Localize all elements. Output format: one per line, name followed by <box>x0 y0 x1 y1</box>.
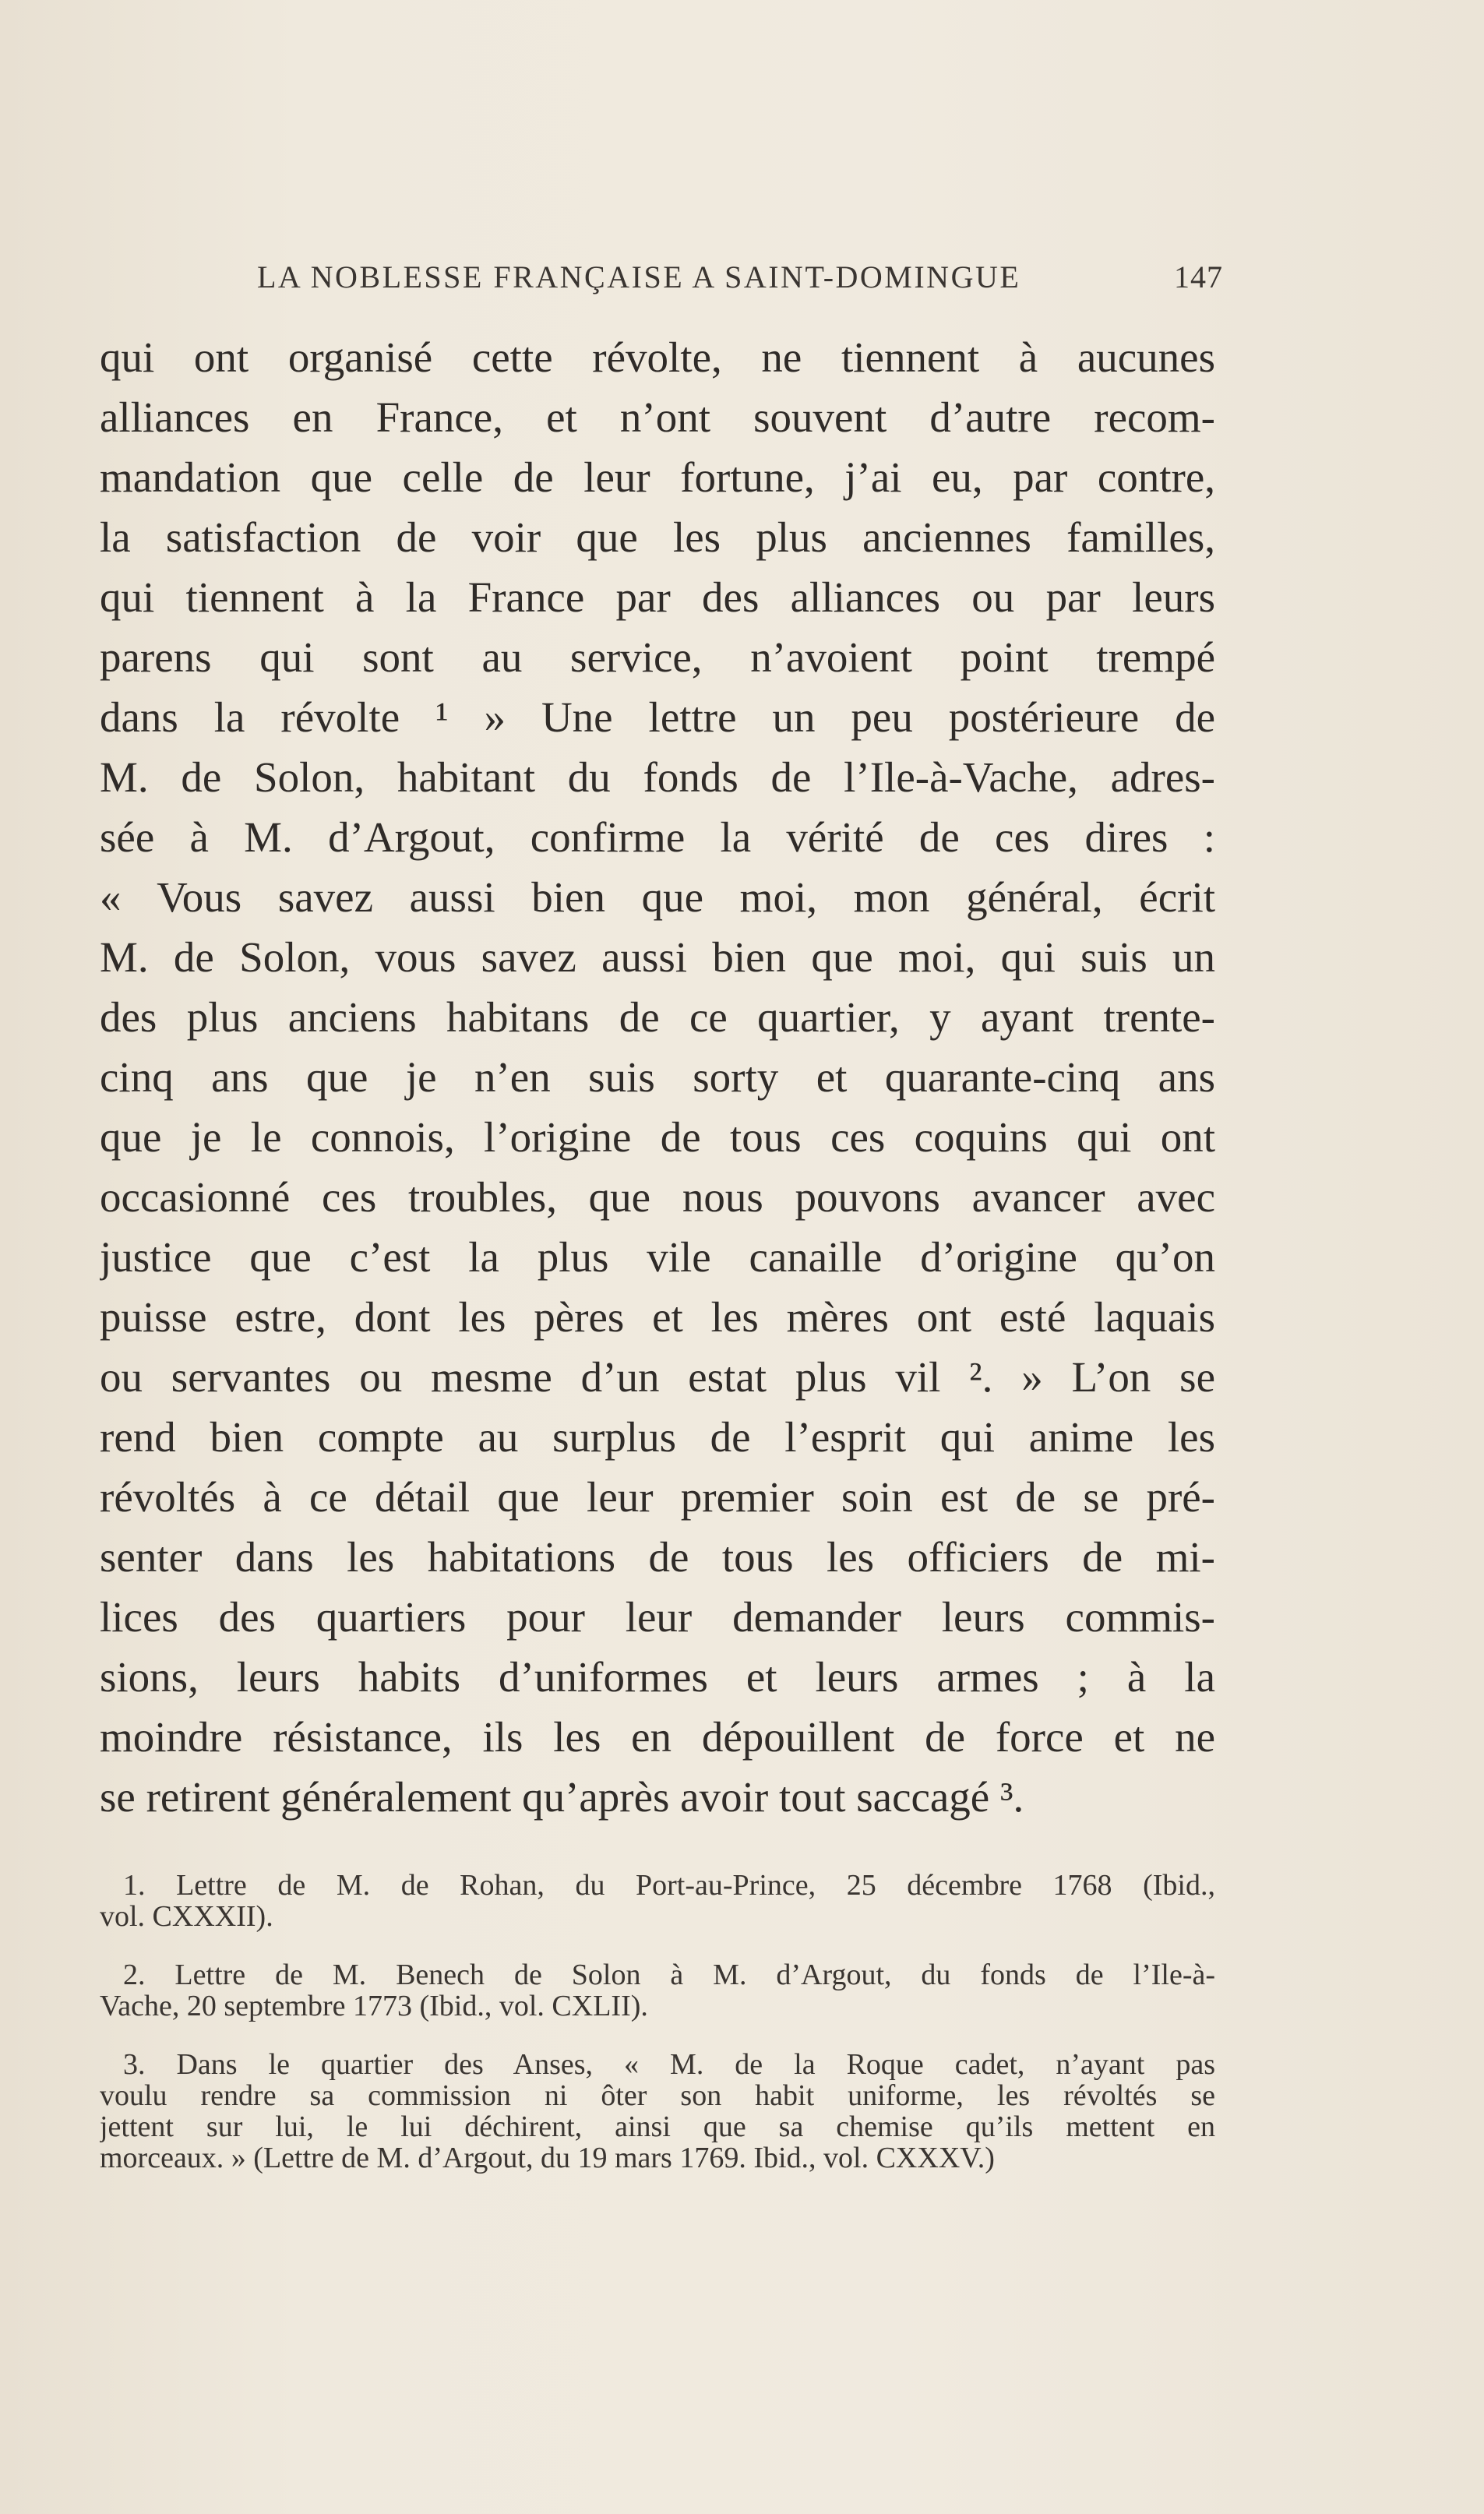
footnote-1-line: 1. Lettre de M. de Rohan, du Port-au-Prince, 25 décembre 1768 (Ibid., <box>123 1870 1215 1901</box>
footnotes <box>100 1870 1215 2174</box>
main-text <box>100 327 1215 1827</box>
text-line: révoltés à ce détail que leur premier soin est de se pré- <box>100 1473 1215 1521</box>
footnote-3-line: voulu rendre sa commission ni ôter son habit uniforme, les révoltés se <box>100 2080 1215 2111</box>
text-line: cinq ans que je n’en suis sorty et quarante-cinq ans <box>100 1053 1215 1101</box>
text-line: M. de Solon, habitant du fonds de l’Ile-à-Vache, adres- <box>100 753 1215 801</box>
text-line: occasionné ces troubles, que nous pouvons avancer avec <box>100 1173 1215 1221</box>
text-line: « Vous savez aussi bien que moi, mon général, écrit <box>100 873 1215 921</box>
text-line: justice que c’est la plus vile canaille d’origine qu’on <box>100 1233 1215 1281</box>
footnote-spacer <box>100 1932 1215 1959</box>
running-header <box>257 259 1223 302</box>
text-line: lices des quartiers pour leur demander leurs commis- <box>100 1593 1215 1641</box>
text-line: M. de Solon, vous savez aussi bien que moi, qui suis un <box>100 933 1215 981</box>
text-line: senter dans les habitations de tous les officiers de mi- <box>100 1533 1215 1581</box>
footnote-3-line: jettent sur lui, le lui déchirent, ainsi que sa chemise qu’ils mettent en <box>100 2111 1215 2142</box>
text-line: mandation que celle de leur fortune, j’ai eu, par contre, <box>100 453 1215 501</box>
footnote-2-line: Vache, 20 septembre 1773 (Ibid., vol. CXLII). <box>100 1990 648 2022</box>
text-line: qui ont organisé cette révolte, ne tiennent à aucunes <box>100 333 1215 381</box>
text-line: qui tiennent à la France par des alliances ou par leurs <box>100 573 1215 621</box>
footnote-3-line: 3. Dans le quartier des Anses, « M. de la Roque cadet, n’ayant pas <box>123 2049 1215 2080</box>
text-line: sée à M. d’Argout, confirme la vérité de ces dires : <box>100 813 1215 861</box>
footnote-3-line: morceaux. » (Lettre de M. d’Argout, du 19 mars 1769. Ibid., vol. CXXXV.) <box>100 2142 995 2174</box>
text-line: des plus anciens habitans de ce quartier, y ayant trente- <box>100 993 1215 1041</box>
text-line: se retirent généralement qu’après avoir tout saccagé ³. <box>100 1773 1024 1821</box>
text-line: ou servantes ou mesme d’un estat plus vil ². » L’on se <box>100 1353 1215 1401</box>
text-line: dans la révolte ¹ » Une lettre un peu postérieure de <box>100 693 1215 741</box>
text-line: rend bien compte au surplus de l’esprit qui anime les <box>100 1413 1215 1461</box>
running-title: LA NOBLESSE FRANÇAISE A SAINT-DOMINGUE <box>257 259 1021 294</box>
text-line: parens qui sont au service, n’avoient point trempé <box>100 633 1215 681</box>
text-line: la satisfaction de voir que les plus anciennes familles, <box>100 513 1215 561</box>
text-line: que je le connois, l’origine de tous ces coquins qui ont <box>100 1113 1215 1161</box>
page-number: 147 <box>1174 259 1223 294</box>
footnote-2-line: 2. Lettre de M. Benech de Solon à M. d’Argout, du fonds de l’Ile-à- <box>123 1959 1215 1990</box>
footnote-spacer <box>100 2022 1215 2049</box>
text-line: alliances en France, et n’ont souvent d’autre recom- <box>100 393 1215 441</box>
text-line: puisse estre, dont les pères et les mères ont esté laquais <box>100 1293 1215 1341</box>
text-line: moindre résistance, ils les en dépouillent de force et ne <box>100 1713 1215 1761</box>
footnote-1-line: vol. CXXXII). <box>100 1901 273 1932</box>
text-line: sions, leurs habits d’uniformes et leurs armes ; à la <box>100 1653 1215 1701</box>
